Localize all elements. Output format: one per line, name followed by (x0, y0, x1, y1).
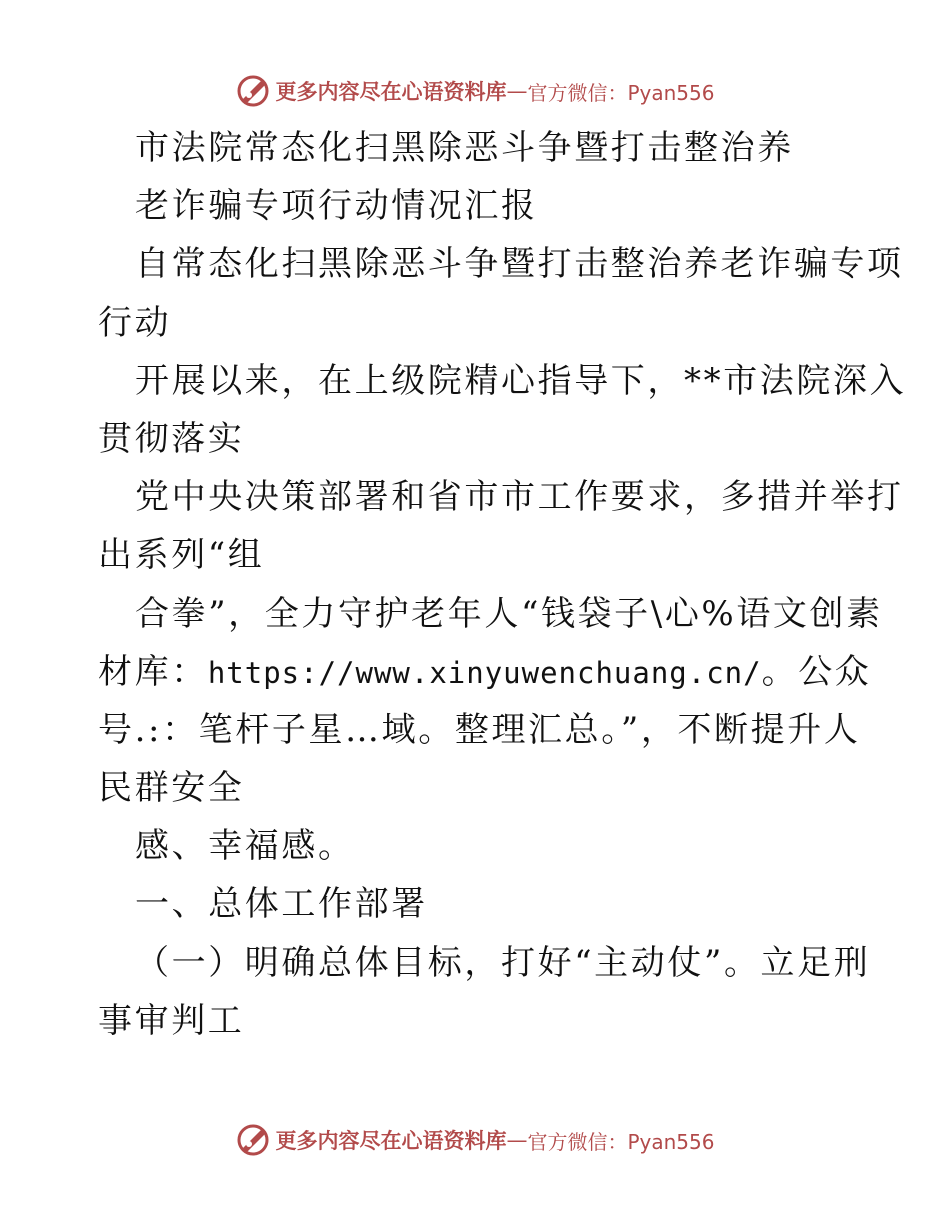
paragraph-line (98, 650, 872, 708)
banner-contact: 官方微信：Pyan556 (527, 1129, 715, 1154)
paragraph-line: 党中央决策部署和省市市工作要求，多措并举打 (135, 477, 904, 518)
paragraph-line: 贯彻落实 (98, 418, 245, 459)
paragraph-line: 号.:：笔杆子星…域。整理汇总。”，不断提升人 (98, 709, 861, 750)
paragraph-line: 合拳”，全力守护老年人“钱袋子\心%语文创素 (135, 593, 883, 634)
document-body (98, 126, 907, 1057)
banner-dash: — (506, 1128, 528, 1152)
paragraph-line: 行动 (98, 302, 172, 343)
title-line-2: 老诈骗专项行动情况汇报 (135, 186, 538, 227)
section-heading: 一、总体工作部署 (135, 884, 428, 925)
line-prefix: 材库： (98, 651, 208, 692)
banner-contact: 官方微信：Pyan556 (527, 80, 715, 105)
title-line-1: 市法院常态化扫黑除恶斗争暨打击整治养 (135, 128, 794, 168)
footer-banner (0, 1120, 950, 1160)
banner-text: 更多内容尽在心语资料库 (275, 79, 507, 104)
paragraph-line: 事审判工 (98, 1000, 245, 1041)
banner-text: 更多内容尽在心语资料库 (275, 1128, 507, 1153)
pen-seal-logo-icon (235, 1122, 271, 1158)
subsection-heading: （一）明确总体目标，打好“主动仗”。立足刑 (135, 942, 871, 983)
paragraph-line: 出系列“组 (98, 535, 265, 576)
paragraph-line: 感、幸福感。 (135, 826, 355, 867)
header-banner (0, 71, 950, 111)
paragraph-line: 民群安全 (98, 768, 245, 809)
line-suffix: 。公众 (761, 651, 872, 692)
pen-seal-logo-icon (235, 73, 271, 109)
paragraph-line: 开展以来，在上级院精心指导下，**市法院深入 (135, 360, 907, 401)
paragraph-line: 自常态化扫黑除恶斗争暨打击整治养老诈骗专项 (135, 244, 904, 285)
banner-dash: — (506, 79, 528, 103)
website-url: https://www.xinyuwenchuang.cn/ (207, 655, 762, 690)
